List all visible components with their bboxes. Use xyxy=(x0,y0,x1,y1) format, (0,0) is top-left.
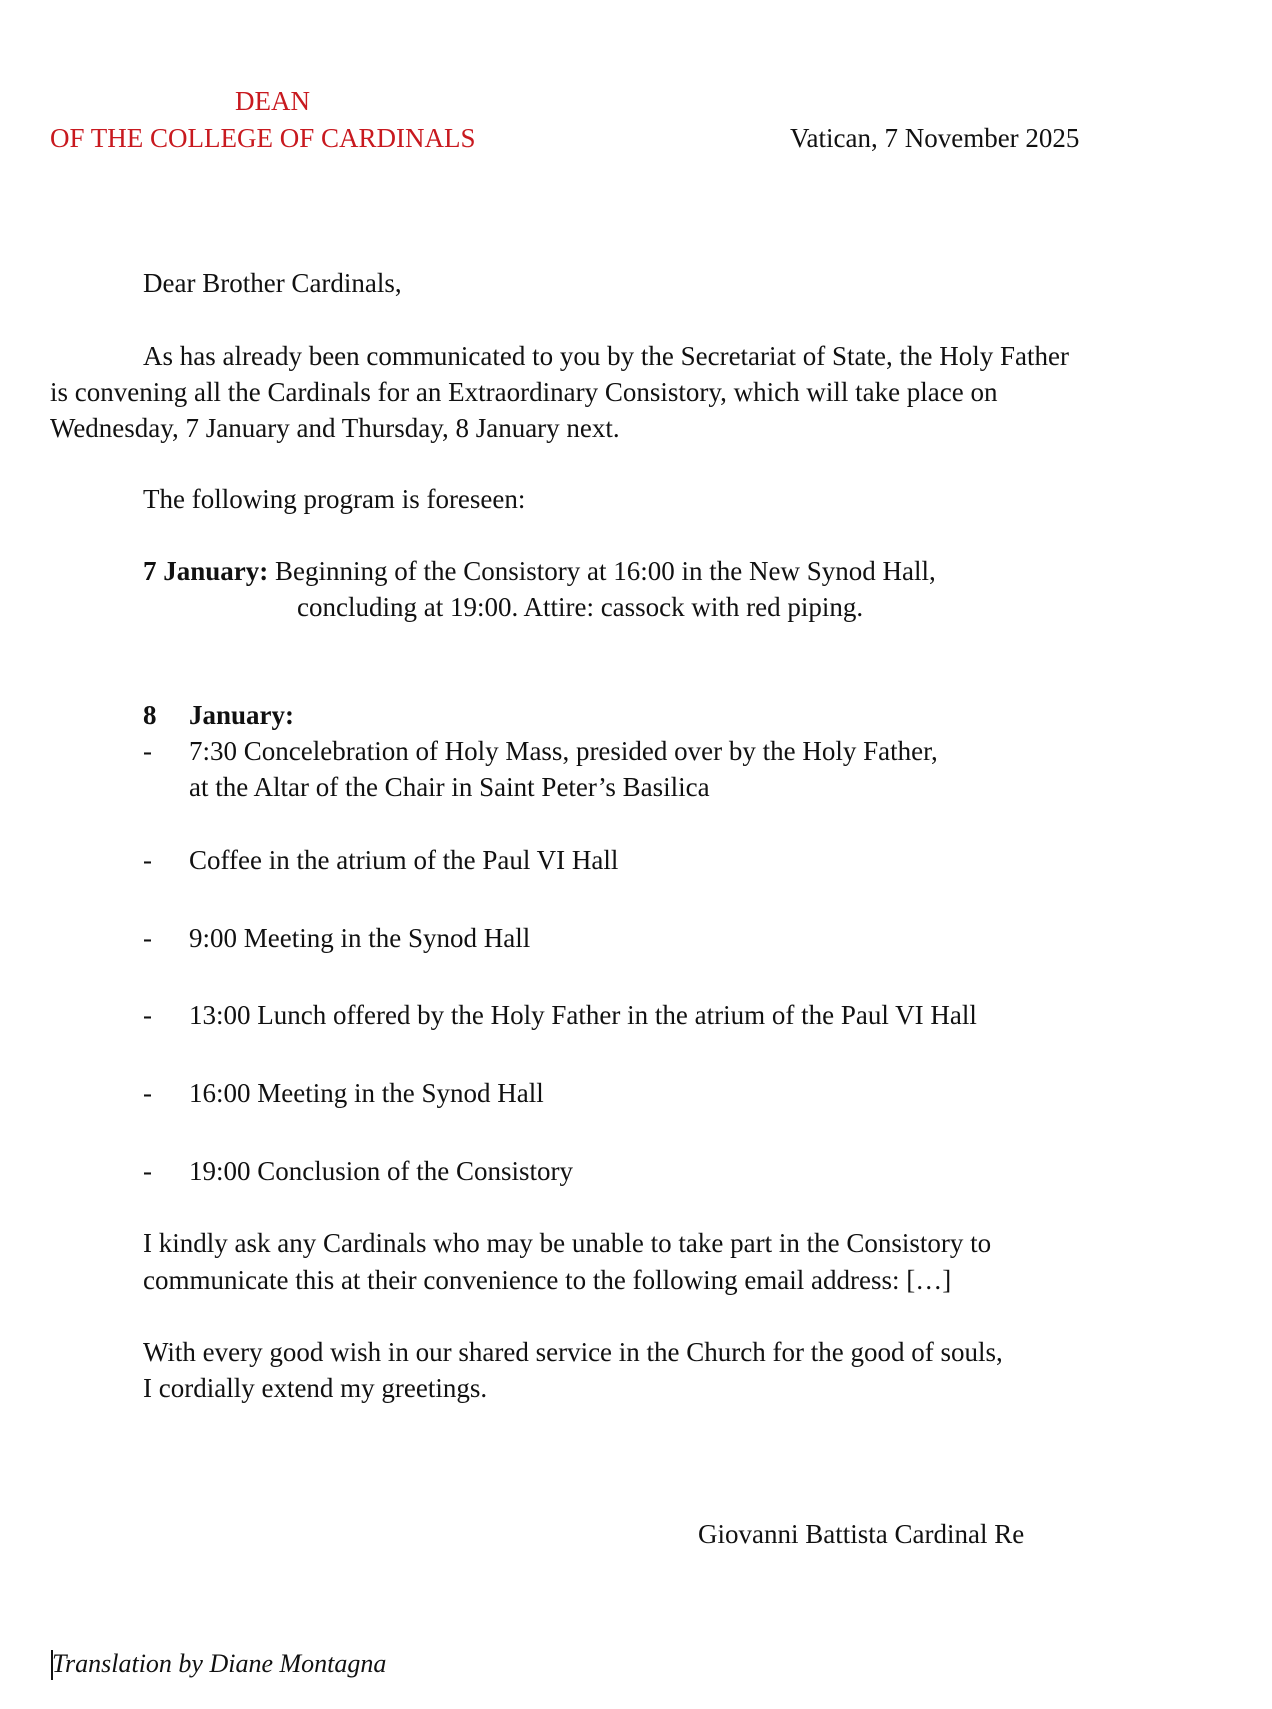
intro-paragraph-line: is convening all the Cardinals for an Extraordinary Consistory, which will take place on xyxy=(50,377,998,407)
schedule-item xyxy=(143,1075,544,1111)
program-intro: The following program is foreseen: xyxy=(143,484,526,514)
signature: Giovanni Battista Cardinal Re xyxy=(698,1519,1025,1549)
wishes-line: I cordially extend my greetings. xyxy=(143,1373,488,1403)
day2-number: 8 xyxy=(143,700,157,730)
schedule-item-text: 9:00 Meeting in the Synod Hall xyxy=(189,923,531,953)
closing-paragraph-line: communicate this at their convenience to the following email address: […] xyxy=(143,1265,952,1295)
program-day1 xyxy=(143,553,936,589)
bullet-dash: - xyxy=(143,845,152,875)
bullet-dash: - xyxy=(143,923,152,953)
day1-label: 7 January: xyxy=(143,556,269,586)
header-dean-subtitle: OF THE COLLEGE OF CARDINALS xyxy=(50,123,476,153)
schedule-item-text: 19:00 Conclusion of the Consistory xyxy=(189,1156,573,1186)
schedule-item-text-continued: at the Altar of the Chair in Saint Peter’s Basilica xyxy=(189,772,710,802)
schedule-item-text: 16:00 Meeting in the Synod Hall xyxy=(189,1078,544,1108)
schedule-item xyxy=(143,842,618,878)
translation-credit: Translation by Diane Montagna xyxy=(52,1649,387,1678)
program-day2-heading xyxy=(143,697,294,733)
wishes-line: With every good wish in our shared service in the Church for the good of souls, xyxy=(143,1337,1003,1367)
letter-date: Vatican, 7 November 2025 xyxy=(790,123,1080,153)
closing-paragraph-line: I kindly ask any Cardinals who may be unable to take part in the Consistory to xyxy=(143,1228,992,1258)
schedule-item xyxy=(143,920,530,956)
schedule-item-text: 13:00 Lunch offered by the Holy Father in the atrium of the Paul VI Hall xyxy=(189,1000,977,1030)
day1-text-continued: concluding at 19:00. Attire: cassock with red piping. xyxy=(297,592,864,622)
bullet-dash: - xyxy=(143,1078,152,1108)
bullet-dash: - xyxy=(143,1156,152,1186)
schedule-item xyxy=(143,1153,573,1189)
bullet-dash: - xyxy=(143,736,152,766)
schedule-item xyxy=(143,997,977,1033)
schedule-item-text: 7:30 Concelebration of Holy Mass, presided over by the Holy Father, xyxy=(189,736,938,766)
salutation: Dear Brother Cardinals, xyxy=(143,268,402,298)
bullet-dash: - xyxy=(143,1000,152,1030)
schedule-item-text: Coffee in the atrium of the Paul VI Hall xyxy=(189,845,619,875)
header-dean-title: DEAN xyxy=(235,86,310,116)
intro-paragraph-line: As has already been communicated to you by the Secretariat of State, the Holy Father xyxy=(143,341,1069,371)
intro-paragraph xyxy=(50,338,1210,446)
schedule-item xyxy=(143,733,938,769)
intro-paragraph-line: Wednesday, 7 January and Thursday, 8 January next. xyxy=(50,413,620,443)
day2-label: January: xyxy=(189,700,295,730)
day1-text: Beginning of the Consistory at 16:00 in the New Synod Hall, xyxy=(268,556,936,586)
